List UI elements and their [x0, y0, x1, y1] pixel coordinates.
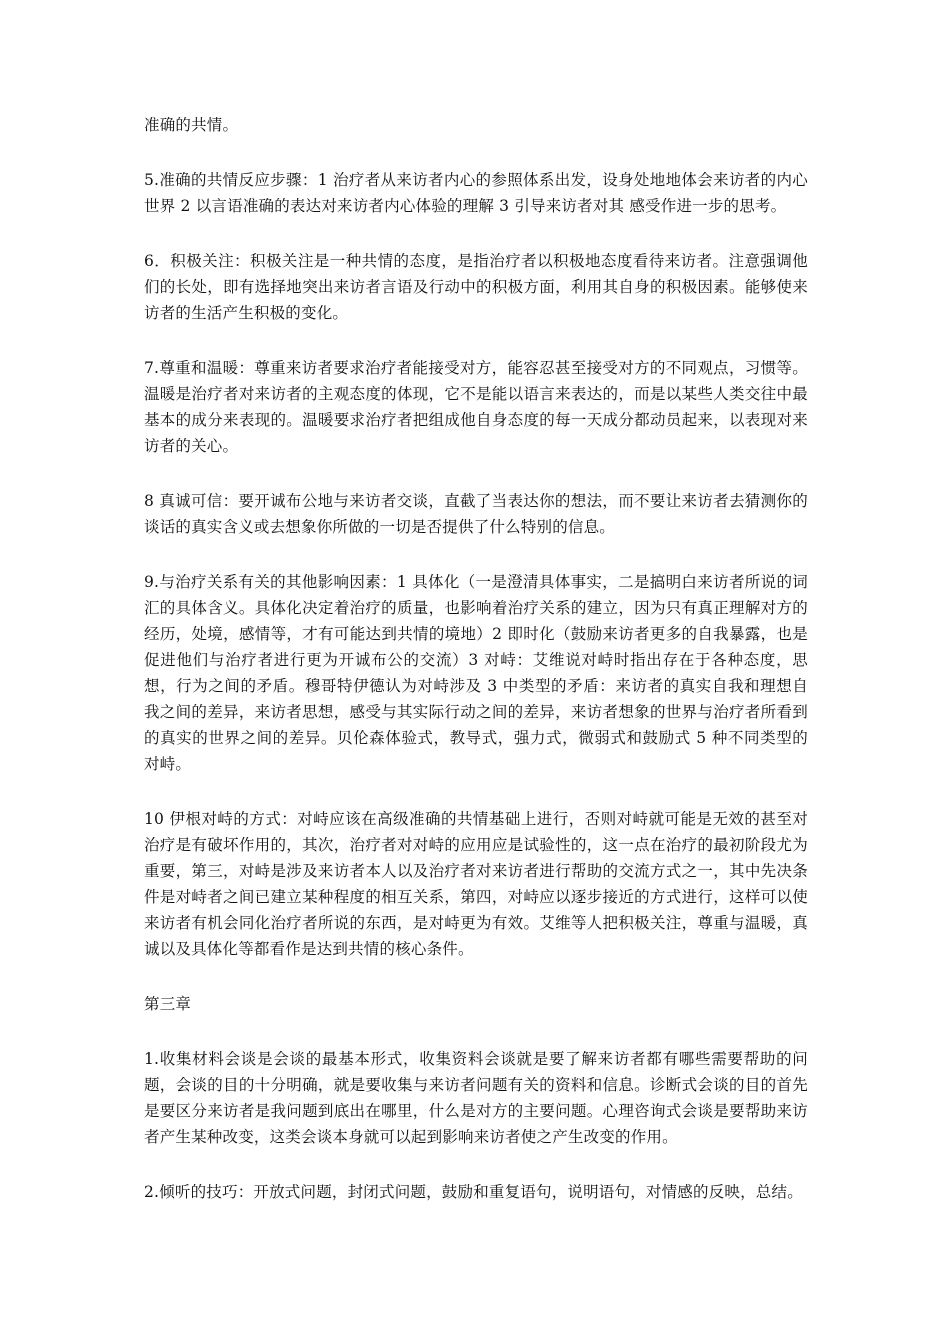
- paragraph-positive-regard: 6．积极关注：积极关注是一种共情的态度，是指治疗者以积极地态度看待来访者。注意强调他们的长处，即有选择地突出来访者言语及行动中的积极方面，利用其自身的积极因素。能够使来访者的生活产生积极的变化。: [144, 252, 808, 322]
- paragraph-genuineness: 8 真诚可信：要开诚布公地与来访者交谈，直截了当表达你的想法，而不要让来访者去猜测你的谈话的真实含义或去想象你所做的一切是否提供了什么特别的信息。: [144, 492, 808, 536]
- paragraph-listening-skills: 2.倾听的技巧：开放式问题，封闭式问题，鼓励和重复语句，说明语句，对情感的反映，总结。: [144, 1183, 803, 1201]
- paragraph-accurate-empathy-end: 准确的共情。: [144, 116, 239, 134]
- paragraph-interview-types: 1.收集材料会谈是会谈的最基本形式，收集资料会谈就是要了解来访者都有哪些需要帮助的问题，会谈的目的十分明确，就是要收集与来访者问题有关的资料和信息。诊断式会谈的目的首先是要区分来访者是我问题到底出在哪里，什么是对方的主要问题。心理咨询式会谈是要帮助来访者产生某种改变，这类会谈本身就可以起到影响来访者使之产生改变的作用。: [144, 1050, 808, 1146]
- paragraph-confrontation-methods: 10 伊根对峙的方式：对峙应该在高级准确的共情基础上进行，否则对峙就可能是无效的甚至对治疗是有破坏作用的，其次，治疗者对对峙的应用应是试验性的，这一点在治疗的最初阶段尤为重要，第三，对峙是涉及来访者本人以及治疗者对来访者进行帮助的交流方式之一，其中先决条件是对峙者之间已建立某种程度的相互关系，第四，对峙应以逐步接近的方式进行，这样可以使来访者有机会同化治疗者所说的东西，是对峙更为有效。艾维等人把积极关注，尊重与温暖，真诚以及具体化等都看作是达到共情的核心条件。: [144, 810, 808, 958]
- chapter-heading: 第三章: [144, 995, 192, 1013]
- document-page: [144, 112, 808, 1234]
- paragraph-other-factors: 9.与治疗关系有关的其他影响因素：1 具体化（一是澄清具体事实，二是搞明白来访者所说的词汇的具体含义。具体化决定着治疗的质量，也影响着治疗关系的建立，因为只有真正理解对方的经历，处境，感情等，才有可能达到共情的境地）2 即时化（鼓励来访者更多的自我暴露，也是促进他们与治疗者进行更为开诚布公的交流）3 对峙：艾维说对峙时指出存在于各种态度，思想，行为之间的矛盾。穆哥特伊德认为对峙涉及 3 中类型的矛盾：来访者的真实自我和理想自我之间的差异，来访者思想，感受与其实际行动之间的差异，来访者想象的世界与治疗者所看到的真实的世界之间的差异。贝伦森体验式，教导式，强力式，微弱式和鼓励式 5 种不同类型的对峙。: [144, 573, 808, 773]
- paragraph-empathy-steps: 5.准确的共情反应步骤：1 治疗者从来访者内心的参照体系出发，设身处地地体会来访者的内心世界 2 以言语准确的表达对来访者内心体验的理解 3 引导来访者对其 感受作进一步的思考。: [144, 171, 808, 215]
- paragraph-respect-warmth: 7.尊重和温暖：尊重来访者要求治疗者能接受对方，能容忍甚至接受对方的不同观点，习惯等。温暖是治疗者对来访者的主观态度的体现，它不是能以语言来表达的，而是以某些人类交往中最基本的成分来表现的。温暖要求治疗者把组成他自身态度的每一天成分都动员起来，以表现对来访者的关心。: [144, 359, 808, 455]
